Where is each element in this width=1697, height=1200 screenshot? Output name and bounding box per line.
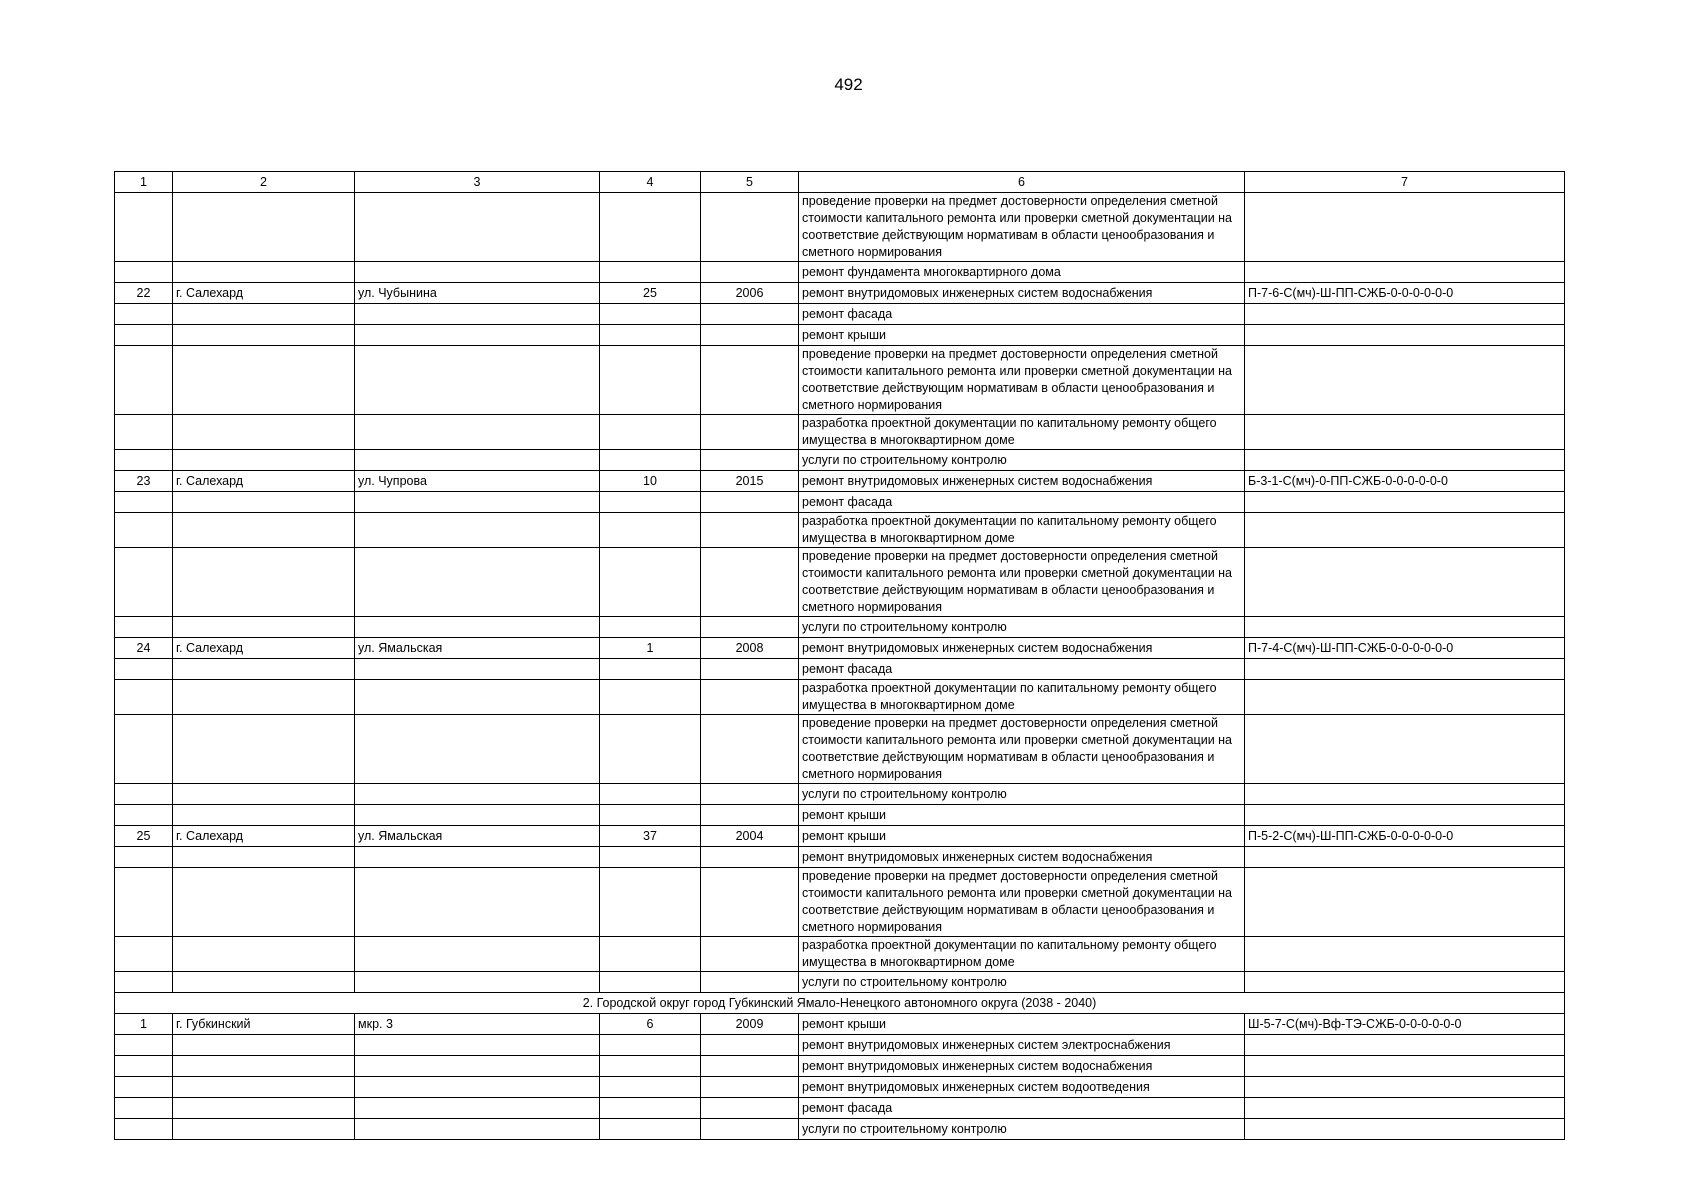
year-cell	[701, 847, 799, 868]
header-row	[115, 172, 1565, 193]
city-cell	[173, 680, 355, 715]
year-cell	[701, 193, 799, 262]
house-number-cell	[600, 805, 701, 826]
city-cell	[173, 659, 355, 680]
table-row	[115, 262, 1565, 283]
work-type-cell: проведение проверки на предмет достоверности определения сметной стоимости капитального ремонта или проверки сметной документации на соответствие действующим нормативам в области ценообразования и сметного нормирования	[799, 715, 1245, 784]
city-cell	[173, 492, 355, 513]
work-type-cell: разработка проектной документации по капитальному ремонту общего имущества в многоквартирном доме	[799, 513, 1245, 548]
house-number-cell	[600, 784, 701, 805]
house-number-cell: 37	[600, 826, 701, 847]
city-cell	[173, 304, 355, 325]
street-cell	[355, 450, 600, 471]
street-cell	[355, 617, 600, 638]
street-cell: ул. Чупрова	[355, 471, 600, 492]
building-code-cell	[1245, 304, 1565, 325]
table-row	[115, 513, 1565, 548]
city-cell	[173, 617, 355, 638]
column-header-4: 4	[600, 172, 701, 193]
building-code-cell	[1245, 680, 1565, 715]
house-number-cell	[600, 868, 701, 937]
city-cell: г. Салехард	[173, 826, 355, 847]
table-row	[115, 283, 1565, 304]
house-number-cell	[600, 513, 701, 548]
row-number-cell	[115, 1056, 173, 1077]
city-cell	[173, 415, 355, 450]
building-code-cell	[1245, 1119, 1565, 1140]
street-cell	[355, 1119, 600, 1140]
house-number-cell	[600, 415, 701, 450]
year-cell	[701, 1035, 799, 1056]
house-number-cell: 10	[600, 471, 701, 492]
table-row	[115, 1077, 1565, 1098]
street-cell	[355, 513, 600, 548]
building-code-cell	[1245, 805, 1565, 826]
row-number-cell	[115, 346, 173, 415]
column-header-1: 1	[115, 172, 173, 193]
year-cell	[701, 548, 799, 617]
street-cell: ул. Ямальская	[355, 638, 600, 659]
city-cell	[173, 262, 355, 283]
row-number-cell	[115, 937, 173, 972]
work-type-cell: ремонт крыши	[799, 1014, 1245, 1035]
table-row	[115, 1014, 1565, 1035]
table-row	[115, 346, 1565, 415]
building-code-cell	[1245, 193, 1565, 262]
table-row	[115, 937, 1565, 972]
row-number-cell	[115, 262, 173, 283]
year-cell: 2006	[701, 283, 799, 304]
house-number-cell	[600, 1077, 701, 1098]
street-cell	[355, 262, 600, 283]
city-cell	[173, 1098, 355, 1119]
year-cell	[701, 492, 799, 513]
house-number-cell	[600, 325, 701, 346]
row-number-cell	[115, 1098, 173, 1119]
page-number: 492	[834, 75, 863, 94]
house-number-cell	[600, 715, 701, 784]
street-cell: ул. Чубынина	[355, 283, 600, 304]
city-cell	[173, 1056, 355, 1077]
work-type-cell: ремонт крыши	[799, 805, 1245, 826]
row-number-cell	[115, 325, 173, 346]
street-cell	[355, 972, 600, 993]
house-number-cell	[600, 617, 701, 638]
year-cell	[701, 325, 799, 346]
building-code-cell	[1245, 715, 1565, 784]
row-number-cell: 25	[115, 826, 173, 847]
house-number-cell	[600, 346, 701, 415]
table-row	[115, 1098, 1565, 1119]
work-type-cell: разработка проектной документации по капитальному ремонту общего имущества в многоквартирном доме	[799, 415, 1245, 450]
work-type-cell: проведение проверки на предмет достоверности определения сметной стоимости капитального ремонта или проверки сметной документации на соответствие действующим нормативам в области ценообразования и сметного нормирования	[799, 346, 1245, 415]
building-code-cell	[1245, 868, 1565, 937]
street-cell	[355, 1035, 600, 1056]
city-cell	[173, 325, 355, 346]
city-cell	[173, 1035, 355, 1056]
work-type-cell: ремонт внутридомовых инженерных систем водоснабжения	[799, 847, 1245, 868]
city-cell	[173, 1077, 355, 1098]
city-cell	[173, 1119, 355, 1140]
city-cell	[173, 513, 355, 548]
row-number-cell: 1	[115, 1014, 173, 1035]
house-number-cell	[600, 937, 701, 972]
street-cell: ул. Ямальская	[355, 826, 600, 847]
year-cell	[701, 784, 799, 805]
building-code-cell	[1245, 784, 1565, 805]
column-header-6: 6	[799, 172, 1245, 193]
house-number-cell: 25	[600, 283, 701, 304]
street-cell	[355, 784, 600, 805]
city-cell	[173, 450, 355, 471]
city-cell	[173, 548, 355, 617]
street-cell	[355, 304, 600, 325]
work-type-cell: ремонт крыши	[799, 826, 1245, 847]
building-code-cell	[1245, 1056, 1565, 1077]
house-number-cell	[600, 847, 701, 868]
table-row	[115, 638, 1565, 659]
building-code-cell	[1245, 513, 1565, 548]
work-type-cell: разработка проектной документации по капитальному ремонту общего имущества в многоквартирном доме	[799, 680, 1245, 715]
work-type-cell: услуги по строительному контролю	[799, 617, 1245, 638]
row-number-cell	[115, 415, 173, 450]
city-cell	[173, 868, 355, 937]
row-number-cell	[115, 1077, 173, 1098]
work-type-cell: ремонт внутридомовых инженерных систем водоснабжения	[799, 283, 1245, 304]
year-cell	[701, 1098, 799, 1119]
table-row	[115, 450, 1565, 471]
row-number-cell	[115, 784, 173, 805]
year-cell: 2015	[701, 471, 799, 492]
work-type-cell: услуги по строительному контролю	[799, 972, 1245, 993]
work-type-cell: ремонт внутридомовых инженерных систем водоснабжения	[799, 471, 1245, 492]
work-type-cell: ремонт внутридомовых инженерных систем водоснабжения	[799, 638, 1245, 659]
row-number-cell	[115, 492, 173, 513]
street-cell	[355, 659, 600, 680]
row-number-cell	[115, 1035, 173, 1056]
work-type-cell: услуги по строительному контролю	[799, 784, 1245, 805]
building-code-cell: П-5-2-С(мч)-Ш-ПП-СЖБ-0-0-0-0-0-0	[1245, 826, 1565, 847]
row-number-cell	[115, 868, 173, 937]
table-row	[115, 1056, 1565, 1077]
building-code-cell	[1245, 1077, 1565, 1098]
house-number-cell: 1	[600, 638, 701, 659]
table-row	[115, 659, 1565, 680]
street-cell	[355, 492, 600, 513]
table-row	[115, 972, 1565, 993]
street-cell	[355, 937, 600, 972]
house-number-cell: 6	[600, 1014, 701, 1035]
house-number-cell	[600, 1035, 701, 1056]
house-number-cell	[600, 659, 701, 680]
street-cell	[355, 346, 600, 415]
building-code-cell	[1245, 325, 1565, 346]
row-number-cell	[115, 680, 173, 715]
column-header-2: 2	[173, 172, 355, 193]
year-cell	[701, 262, 799, 283]
year-cell	[701, 868, 799, 937]
row-number-cell	[115, 548, 173, 617]
year-cell: 2004	[701, 826, 799, 847]
house-number-cell	[600, 1098, 701, 1119]
city-cell	[173, 937, 355, 972]
city-cell	[173, 784, 355, 805]
row-number-cell	[115, 1119, 173, 1140]
row-number-cell: 24	[115, 638, 173, 659]
house-number-cell	[600, 680, 701, 715]
work-type-cell: ремонт фасада	[799, 1098, 1245, 1119]
work-type-cell: ремонт фасада	[799, 304, 1245, 325]
table-row	[115, 715, 1565, 784]
table-row	[115, 1035, 1565, 1056]
year-cell	[701, 1077, 799, 1098]
row-number-cell: 23	[115, 471, 173, 492]
year-cell	[701, 617, 799, 638]
building-code-cell: Ш-5-7-С(мч)-Вф-ТЭ-СЖБ-0-0-0-0-0-0	[1245, 1014, 1565, 1035]
city-cell	[173, 346, 355, 415]
year-cell	[701, 513, 799, 548]
city-cell: г. Губкинский	[173, 1014, 355, 1035]
section-row	[115, 993, 1565, 1014]
house-number-cell	[600, 304, 701, 325]
street-cell	[355, 680, 600, 715]
row-number-cell	[115, 450, 173, 471]
city-cell	[173, 805, 355, 826]
year-cell	[701, 346, 799, 415]
table-row	[115, 548, 1565, 617]
city-cell	[173, 847, 355, 868]
building-code-cell	[1245, 1098, 1565, 1119]
house-number-cell	[600, 193, 701, 262]
house-number-cell	[600, 972, 701, 993]
table-row	[115, 868, 1565, 937]
house-number-cell	[600, 492, 701, 513]
capital-repair-table	[114, 171, 1565, 1140]
city-cell: г. Салехард	[173, 471, 355, 492]
section-title: 2. Городской округ город Губкинский Ямало-Ненецкого автономного округа (2038 - 2040)	[115, 993, 1565, 1014]
table-row	[115, 193, 1565, 262]
row-number-cell	[115, 659, 173, 680]
house-number-cell	[600, 1056, 701, 1077]
building-code-cell	[1245, 548, 1565, 617]
row-number-cell	[115, 972, 173, 993]
work-type-cell: проведение проверки на предмет достоверности определения сметной стоимости капитального ремонта или проверки сметной документации на соответствие действующим нормативам в области ценообразования и сметного нормирования	[799, 548, 1245, 617]
work-type-cell: ремонт внутридомовых инженерных систем водоснабжения	[799, 1056, 1245, 1077]
year-cell: 2009	[701, 1014, 799, 1035]
year-cell	[701, 415, 799, 450]
street-cell	[355, 1077, 600, 1098]
building-code-cell: Б-3-1-С(мч)-0-ПП-СЖБ-0-0-0-0-0-0	[1245, 471, 1565, 492]
work-type-cell: ремонт крыши	[799, 325, 1245, 346]
column-header-7: 7	[1245, 172, 1565, 193]
building-code-cell	[1245, 262, 1565, 283]
table-row	[115, 847, 1565, 868]
building-code-cell	[1245, 617, 1565, 638]
work-type-cell: услуги по строительному контролю	[799, 1119, 1245, 1140]
column-header-5: 5	[701, 172, 799, 193]
house-number-cell	[600, 450, 701, 471]
building-code-cell	[1245, 415, 1565, 450]
table-row	[115, 1119, 1565, 1140]
row-number-cell	[115, 193, 173, 262]
work-type-cell: проведение проверки на предмет достоверности определения сметной стоимости капитального ремонта или проверки сметной документации на соответствие действующим нормативам в области ценообразования и сметного нормирования	[799, 868, 1245, 937]
work-type-cell: проведение проверки на предмет достоверности определения сметной стоимости капитального ремонта или проверки сметной документации на соответствие действующим нормативам в области ценообразования и сметного нормирования	[799, 193, 1245, 262]
street-cell	[355, 715, 600, 784]
street-cell	[355, 548, 600, 617]
city-cell: г. Салехард	[173, 638, 355, 659]
year-cell	[701, 680, 799, 715]
year-cell	[701, 972, 799, 993]
year-cell	[701, 1056, 799, 1077]
city-cell: г. Салехард	[173, 283, 355, 304]
row-number-cell	[115, 304, 173, 325]
work-type-cell: ремонт внутридомовых инженерных систем водоотведения	[799, 1077, 1245, 1098]
street-cell	[355, 1098, 600, 1119]
house-number-cell	[600, 548, 701, 617]
building-code-cell	[1245, 492, 1565, 513]
table-row	[115, 471, 1565, 492]
city-cell	[173, 972, 355, 993]
year-cell	[701, 715, 799, 784]
year-cell	[701, 937, 799, 972]
row-number-cell	[115, 715, 173, 784]
row-number-cell	[115, 513, 173, 548]
building-code-cell	[1245, 450, 1565, 471]
house-number-cell	[600, 1119, 701, 1140]
building-code-cell	[1245, 346, 1565, 415]
table-row	[115, 617, 1565, 638]
work-type-cell: услуги по строительному контролю	[799, 450, 1245, 471]
house-number-cell	[600, 262, 701, 283]
table-row	[115, 805, 1565, 826]
row-number-cell	[115, 847, 173, 868]
table-row	[115, 784, 1565, 805]
work-type-cell: ремонт фасада	[799, 492, 1245, 513]
table-row	[115, 304, 1565, 325]
street-cell	[355, 415, 600, 450]
city-cell	[173, 193, 355, 262]
year-cell	[701, 450, 799, 471]
street-cell	[355, 805, 600, 826]
building-code-cell: П-7-4-С(мч)-Ш-ПП-СЖБ-0-0-0-0-0-0	[1245, 638, 1565, 659]
city-cell	[173, 715, 355, 784]
column-header-3: 3	[355, 172, 600, 193]
street-cell	[355, 847, 600, 868]
table-row	[115, 415, 1565, 450]
table-row	[115, 325, 1565, 346]
building-code-cell	[1245, 659, 1565, 680]
work-type-cell: разработка проектной документации по капитальному ремонту общего имущества в многоквартирном доме	[799, 937, 1245, 972]
row-number-cell	[115, 805, 173, 826]
year-cell	[701, 805, 799, 826]
year-cell	[701, 1119, 799, 1140]
building-code-cell: П-7-6-С(мч)-Ш-ПП-СЖБ-0-0-0-0-0-0	[1245, 283, 1565, 304]
year-cell	[701, 659, 799, 680]
building-code-cell	[1245, 972, 1565, 993]
street-cell	[355, 1056, 600, 1077]
row-number-cell	[115, 617, 173, 638]
work-type-cell: ремонт внутридомовых инженерных систем электроснабжения	[799, 1035, 1245, 1056]
building-code-cell	[1245, 1035, 1565, 1056]
building-code-cell	[1245, 847, 1565, 868]
work-type-cell: ремонт фасада	[799, 659, 1245, 680]
table-row	[115, 826, 1565, 847]
street-cell: мкр. 3	[355, 1014, 600, 1035]
building-code-cell	[1245, 937, 1565, 972]
year-cell	[701, 304, 799, 325]
year-cell: 2008	[701, 638, 799, 659]
table-row	[115, 680, 1565, 715]
street-cell	[355, 325, 600, 346]
work-type-cell: ремонт фундамента многоквартирного дома	[799, 262, 1245, 283]
street-cell	[355, 193, 600, 262]
row-number-cell: 22	[115, 283, 173, 304]
table-row	[115, 492, 1565, 513]
street-cell	[355, 868, 600, 937]
